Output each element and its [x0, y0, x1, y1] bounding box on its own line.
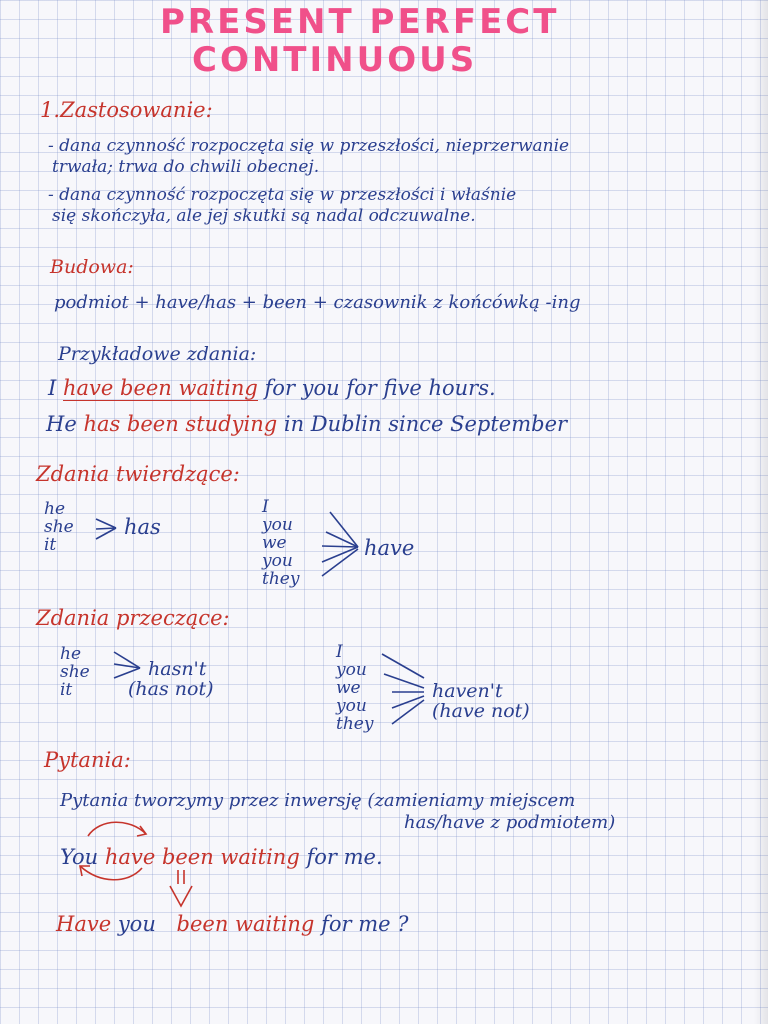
pronoun: she: [44, 517, 74, 537]
affirmative-group1-pronouns: [44, 500, 74, 554]
pronoun: he: [60, 644, 82, 664]
negative-group1-arrow-icon: [114, 652, 140, 678]
usage-heading: 1.Zastosowanie:: [40, 98, 213, 122]
pronoun: you: [336, 696, 367, 716]
affirmative-group2-pronouns: [262, 498, 299, 588]
negative-heading: Zdania przeczące:: [36, 606, 230, 630]
pronoun: I: [262, 497, 269, 517]
negative-group1-form: hasn't: [148, 658, 207, 680]
pronoun: he: [44, 499, 66, 519]
statement-rest: for me.: [306, 845, 383, 869]
usage-point-1b: trwała; trwa do chwili obecnej.: [52, 157, 320, 177]
example2-verb: has been studying: [83, 412, 278, 436]
affirmative-group2-arrow-icon: [322, 512, 358, 576]
pronoun: she: [60, 662, 90, 682]
negative-group1-pronouns: [60, 645, 90, 699]
statement-aux: have: [104, 845, 156, 869]
pronoun: they: [262, 569, 300, 589]
statement-verb: been waiting: [161, 845, 300, 869]
down-arrow-icon: [170, 870, 192, 906]
page-edge-shadow: [754, 0, 768, 1024]
affirmative-group2-form: have: [364, 536, 415, 560]
example1-subject: I: [48, 376, 57, 400]
question-sentence: [56, 912, 408, 936]
examples-heading: Przykładowe zdania:: [58, 343, 257, 365]
negative-group2-pronouns: [336, 643, 373, 733]
negative-group2-form: haven't: [432, 680, 503, 702]
questions-heading: Pytania:: [44, 748, 131, 772]
example-sentence-2: [46, 412, 567, 436]
affirmative-heading: Zdania twierdzące:: [36, 462, 240, 486]
pronoun: you: [262, 515, 293, 535]
pronoun: we: [262, 533, 287, 553]
example1-rest: for you for five hours.: [264, 376, 496, 400]
usage-point-1a: - dana czynność rozpoczęta się w przeszłości, nieprzerwanie: [48, 136, 570, 156]
questions-description-1: Pytania tworzymy przez inwersję (zamieniamy miejscem: [60, 790, 576, 811]
pronoun: they: [336, 714, 374, 734]
example1-verb: have been waiting: [62, 376, 258, 400]
questions-description-2: has/have z podmiotem): [404, 812, 616, 833]
question-verb: been waiting: [176, 912, 315, 936]
pronoun: we: [336, 678, 361, 698]
pronoun: it: [60, 680, 73, 700]
page-title-line1: PRESENT PERFECT: [160, 2, 560, 42]
usage-point-2b: się skończyła, ale jej skutki są nadal odczuwalne.: [52, 206, 476, 226]
usage-point-2a: - dana czynność rozpoczęta się w przeszłości i właśnie: [48, 185, 517, 205]
structure-formula: podmiot + have/has + been + czasownik z końcówką -ing: [54, 292, 581, 313]
question-aux: Have: [56, 912, 112, 936]
question-subject: you: [117, 912, 156, 936]
pronoun: you: [336, 660, 367, 680]
negative-group2-arrow-icon: [382, 654, 424, 724]
example-sentence-1: [48, 376, 496, 400]
pronoun: you: [262, 551, 293, 571]
structure-heading: Budowa:: [50, 256, 134, 278]
negative-group2-full: (have not): [432, 700, 530, 722]
question-statement: [60, 845, 383, 869]
page-title-line2: CONTINUOUS: [192, 40, 478, 80]
example2-rest: in Dublin since September: [283, 412, 568, 436]
affirmative-group1-form: has: [124, 515, 161, 539]
pronoun: I: [336, 642, 343, 662]
example2-subject: He: [46, 412, 77, 436]
pronoun: it: [44, 535, 57, 555]
affirmative-group1-arrow-icon: [96, 519, 116, 539]
question-rest: for me ?: [321, 912, 409, 936]
negative-group1-full: (has not): [128, 678, 214, 700]
statement-subject: You: [60, 845, 99, 869]
